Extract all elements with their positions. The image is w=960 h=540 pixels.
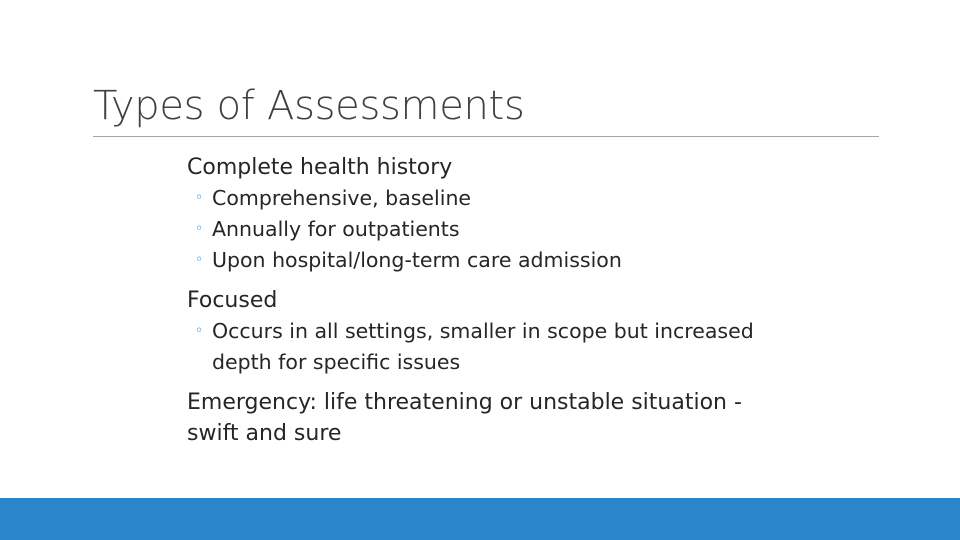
circle-bullet-icon: ◦ <box>195 323 204 339</box>
circle-bullet-icon: ◦ <box>195 221 204 237</box>
title-divider <box>93 136 879 137</box>
sub-bullet <box>187 316 787 378</box>
sub-bullet-text: Comprehensive, baseline <box>212 186 472 210</box>
sub-bullet-text: Upon hospital/long-term care admission <box>212 248 622 272</box>
footer-accent-bar <box>0 498 960 540</box>
sub-bullet-text: Occurs in all settings, smaller in scope but increased depth for specific issues <box>212 319 754 374</box>
sub-bullet <box>187 183 787 214</box>
slide-title: Types of Assessments <box>93 83 525 129</box>
sub-bullet <box>187 214 787 245</box>
bullet-complete-health-history: Complete health history <box>187 155 453 180</box>
sub-bullet <box>187 245 787 276</box>
circle-bullet-icon: ◦ <box>195 190 204 206</box>
sub-bullet-text: Annually for outpatients <box>212 217 460 241</box>
bullet-emergency: Emergency: life threatening or unstable situation - swift and sure <box>187 390 742 446</box>
bullet-focused: Focused <box>187 288 278 313</box>
circle-bullet-icon: ◦ <box>195 252 204 268</box>
slide-content <box>187 152 787 449</box>
